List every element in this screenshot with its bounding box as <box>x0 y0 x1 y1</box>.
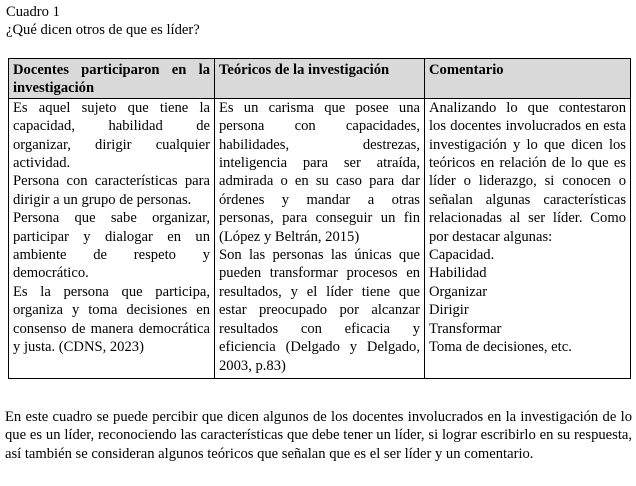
comentario-paragraph: Analizando lo que contestaron los docentes involucrados en esta investigación y lo que dicen los teóricos en relación de lo que es líder o liderazgo, si conocen o señalan algunas características relacionadas al ser líder. Como por destacar algunas: <box>429 99 626 245</box>
cell-docentes <box>9 98 215 378</box>
header-docentes: Docentes participaron en la investigación <box>9 59 215 99</box>
teoricos-quote: Son las personas las únicas que pueden transformar procesos en resultados, y el líder tiene que estar preocupado por alcanzar resultados con eficacia y eficiencia (Delgado y Delgado, 2003, p.83) <box>219 247 420 374</box>
cell-teoricos <box>215 98 425 378</box>
table-body-row <box>9 98 631 378</box>
comentario-item: Transformar <box>429 320 502 337</box>
header-teoricos: Teóricos de la investigación <box>215 59 425 99</box>
table-caption-question: ¿Qué dicen otros de que es líder? <box>6 22 200 38</box>
comentario-item: Organizar <box>429 283 488 300</box>
header-comentario: Comentario <box>425 59 631 99</box>
docentes-answer: Persona con características para dirigir a un grupo de personas. <box>13 173 210 208</box>
comentario-item: Toma de decisiones, etc. <box>429 339 572 356</box>
cell-comentario <box>425 98 631 378</box>
table-header-row <box>9 59 631 99</box>
docentes-answer: Es la persona que participa, organiza y toma decisiones en consenso de manera democrática y justa. (CDNS, 2023) <box>13 283 210 356</box>
comentario-item: Habilidad <box>429 265 487 282</box>
table-caption-title: Cuadro 1 <box>6 4 60 20</box>
docentes-answer: Es aquel sujeto que tiene la capacidad, habilidad de organizar, dirigir cualquier actividad. <box>13 99 210 172</box>
body-paragraph: En este cuadro se puede percibir que dicen algunos de los docentes involucrados en la investigación de lo que es un líder, reconociendo las características que debe tener un líder, si lograr escribirlo en su respuesta, así también se consideran algunos teóricos que señalan que es el ser líder y un comentario. <box>5 409 632 462</box>
leadership-table <box>8 58 631 379</box>
comentario-item: Capacidad. <box>429 247 495 264</box>
teoricos-quote: Es un carisma que posee una persona con capacidades, habilidades, destrezas, inteligencia para ser atraída, admirada o en su caso para dar órdenes y mandar a otras personas, para conseguir un fin (López y Beltrán, 2015) <box>219 99 420 245</box>
docentes-answer: Persona que sabe organizar, participar y dialogar en un ambiente de respeto y democrático. <box>13 210 210 282</box>
comentario-item: Dirigir <box>429 302 469 319</box>
